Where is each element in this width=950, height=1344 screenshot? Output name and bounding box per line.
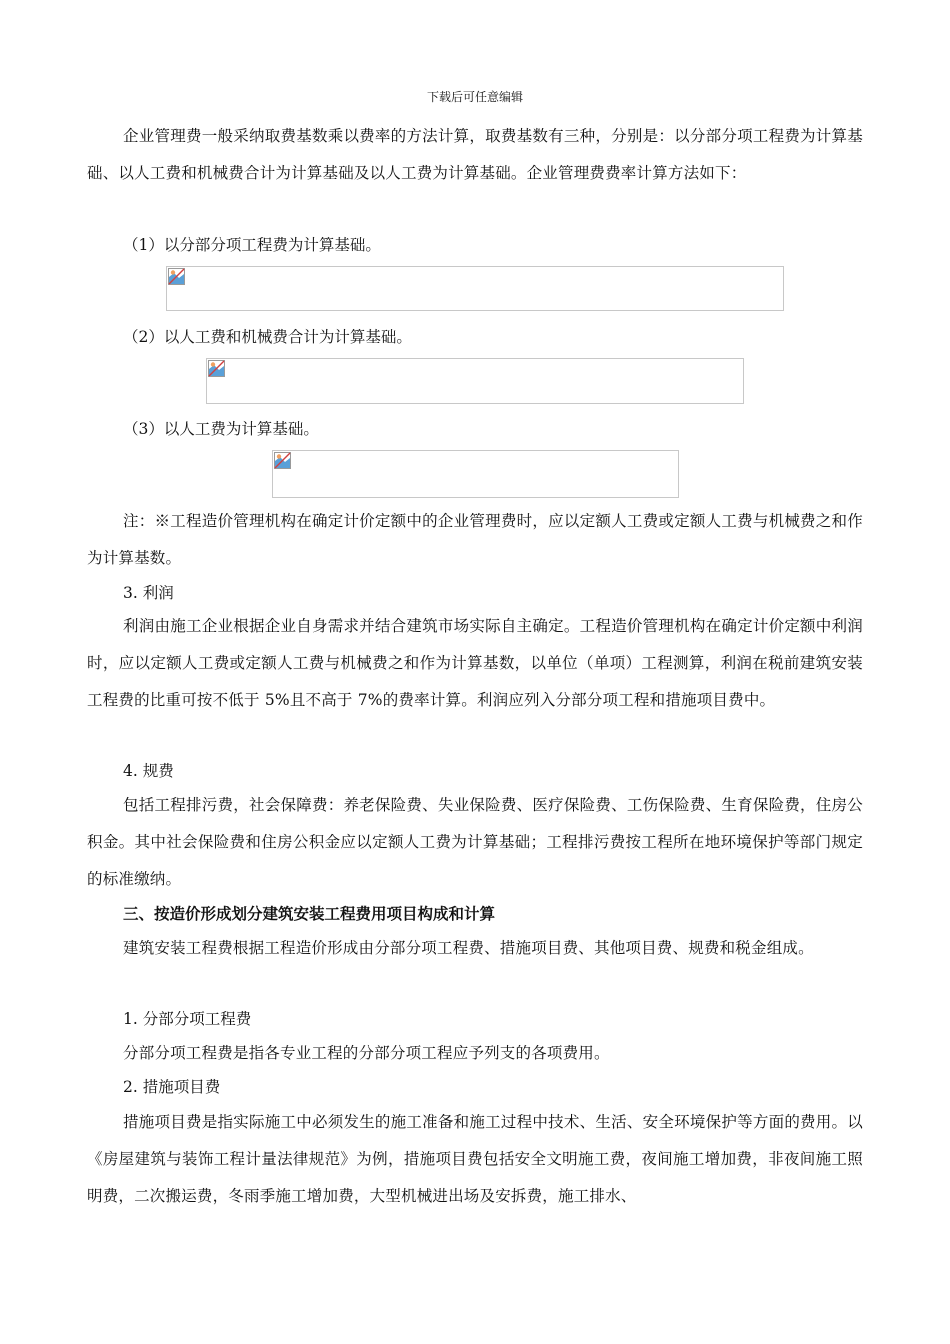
broken-image-icon [208, 360, 225, 377]
note-paragraph: 注：※工程造价管理机构在确定计价定额中的企业管理费时，应以定额人工费或定额人工费与机械费之和作为计算基数。 [87, 512, 863, 567]
page-header: 下载后可任意编辑 [426, 90, 523, 104]
paragraph-management-fee: 企业管理费一般采纳取费基数乘以费率的方法计算，取费基数有三种，分别是：以分部分项工程费为计算基础、以人工费和机械费合计为计算基础及以人工费为计算基础。企业管理费费率计算方法如下： [87, 127, 863, 182]
section-3-heading: 三、按造价形成划分建筑安装工程费用项目构成和计算 [123, 904, 496, 923]
heading-fees: 4. 规费 [123, 762, 174, 780]
formula-image-1 [166, 266, 784, 311]
item-3: （3）以人工费为计算基础。 [123, 420, 319, 438]
formula-image-2 [206, 358, 744, 404]
formula-image-3 [272, 450, 679, 498]
paragraph-sub-2: 措施项目费是指实际施工中必须发生的施工准备和施工过程中技术、生活、安全环境保护等方面的费用。以《房屋建筑与装饰工程计量法律规范》为例，措施项目费包括安全文明施工费，夜间施工增加费，非夜间施工照明费，二次搬运费，冬雨季施工增加费，大型机械进出场及安拆费，施工排水、 [87, 1113, 863, 1205]
broken-image-icon [168, 268, 185, 285]
heading-sub-1: 1. 分部分项工程费 [123, 1010, 252, 1028]
paragraph-section-3: 建筑安装工程费根据工程造价形成由分部分项工程费、措施项目费、其他项目费、规费和税金组成。 [123, 939, 814, 957]
item-1: （1）以分部分项工程费为计算基础。 [123, 236, 381, 254]
heading-profit: 3. 利润 [123, 584, 174, 602]
item-2: （2）以人工费和机械费合计为计算基础。 [123, 328, 412, 346]
broken-image-icon [274, 452, 291, 469]
paragraph-sub-1: 分部分项工程费是指各专业工程的分部分项工程应予列支的各项费用。 [123, 1044, 610, 1062]
paragraph-fees: 包括工程排污费，社会保障费：养老保险费、失业保险费、医疗保险费、工伤保险费、生育保险费，住房公积金。其中社会保险费和住房公积金应以定额人工费为计算基础；工程排污费按工程所在地环境保护等部门规定的标准缴纳。 [87, 796, 863, 888]
heading-sub-2: 2. 措施项目费 [123, 1078, 221, 1096]
paragraph-profit: 利润由施工企业根据企业自身需求并结合建筑市场实际自主确定。工程造价管理机构在确定计价定额中利润时，应以定额人工费或定额人工费与机械费之和作为计算基数，以单位（单项）工程测算，利润在税前建筑安装工程费的比重可按不低于 5%且不高于 7%的费率计算。利润应列入分部分项工程和措施项目费中。 [87, 617, 863, 709]
